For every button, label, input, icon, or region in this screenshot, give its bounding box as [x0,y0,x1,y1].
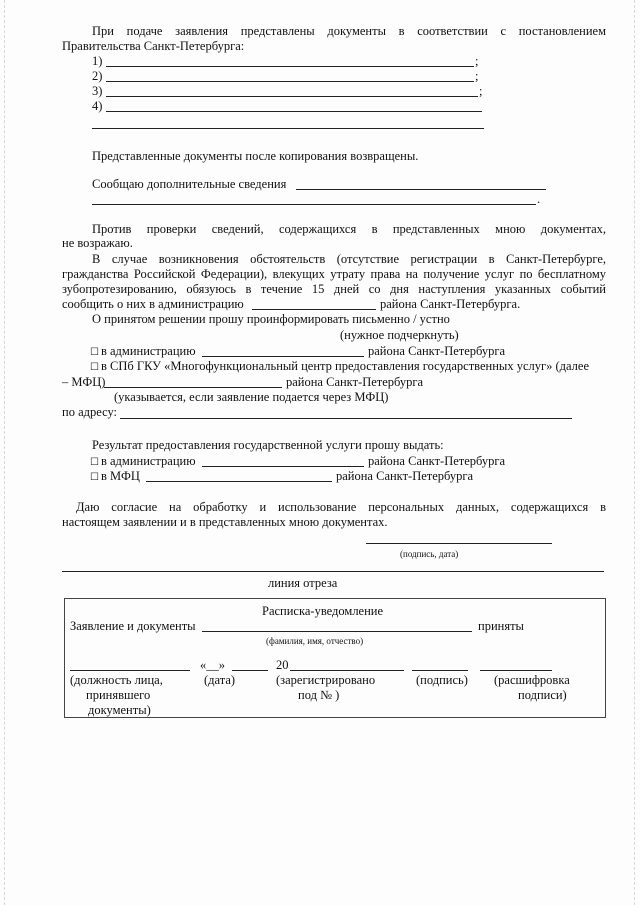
receipt-decode-field[interactable] [480,670,552,671]
receipt-name-caption: (фамилия, имя, отчество) [266,636,364,646]
verification-line1: Против проверки сведений, содержащихся в представленных мною документах, [92,222,606,236]
document-item-number: 3) [92,84,103,98]
verification-line2: не возражаю. [62,236,133,250]
inform-line: О принятом решении прошу проинформировать письменно / устно [92,312,450,326]
inform-option-mfc [90,359,589,375]
documents-intro-line2: Правительства Санкт-Петербурга: [62,39,245,53]
receipt-docs-label: Заявление и документы [70,619,196,633]
cut-line [62,571,604,572]
document-item-field[interactable] [106,81,474,82]
document-item-field[interactable] [106,96,478,97]
signature-field[interactable] [366,543,552,544]
result-option-administration-end: района Санкт-Петербурга [368,454,506,468]
checkbox-icon[interactable]: ☐ [90,362,99,373]
inform-mfc-hint: (указывается, если заявление подается через МФЦ) [114,390,389,404]
option-label: в МФЦ [100,469,140,483]
receipt-col-reg: (зарегистрировано [276,673,376,687]
document-item-end: ; [475,69,479,83]
receipt-sign-field[interactable] [412,670,468,671]
document-item-end: ; [475,54,479,68]
circumstances-line4: сообщить о них в администрацию [62,297,244,311]
additional-info-end: . [537,192,541,206]
documents-intro-line1: При подаче заявления представлены документы в соответствии с постановлением [92,24,606,38]
result-option-mfc-end: района Санкт-Петербурга [336,469,474,483]
result-option-administration [90,454,196,470]
circumstances-line2: гражданства Российской Федерации), влекущих утрату права на получение услуг по бесплатному [62,267,606,281]
receipt-name-field[interactable] [202,631,472,632]
checkbox-icon[interactable]: ☐ [90,457,99,468]
administration-district-field[interactable] [252,309,376,310]
receipt-date-quote: «__» [200,658,225,672]
document-item-number: 2) [92,69,103,83]
consent-line1: Даю согласие на обработку и использование персональных данных, содержащихся в [76,500,606,514]
receipt-title: Расписка-уведомление [262,604,384,618]
signature-caption: (подпись, дата) [400,549,459,559]
scan-edge-left [4,0,6,905]
additional-info-label: Сообщаю дополнительные сведения [92,177,287,191]
document-extra-field[interactable] [92,128,484,129]
receipt-date-field[interactable] [232,670,268,671]
document-item-field[interactable] [106,66,474,67]
address-label: по адресу: [62,405,118,419]
document-item-end: ; [479,84,483,98]
cut-line-label: линия отреза [268,576,338,590]
receipt-col-decode: (расшифровка [494,673,570,687]
result-mfc-field[interactable] [146,481,332,482]
option-label: в администрацию [100,454,196,468]
receipt-col-reg: под № ) [298,688,340,702]
receipt-col-position: документы) [88,703,151,717]
receipt-col-position: (должность лица, [70,673,163,687]
option-label: в администрацию [100,344,196,358]
scan-edge-right [634,0,636,905]
receipt-col-decode: подписи) [518,688,567,702]
inform-option-mfc-line2: – МФЦ) [62,375,106,389]
consent-line2: настоящем заявлении и в представленных мною документах. [62,515,388,529]
result-option-mfc [90,469,140,485]
receipt-accepted: приняты [478,619,524,633]
receipt-col-date: (дата) [204,673,236,687]
receipt-col-sign: (подпись) [416,673,468,687]
inform-mfc-field[interactable] [104,387,282,388]
documents-returned-text: Представленные документы после копирования возвращены. [92,149,419,163]
receipt-col-position: принявшего [86,688,151,702]
inform-option-mfc-end: района Санкт-Петербурга [286,375,424,389]
additional-info-field[interactable] [92,204,536,205]
inform-option-administration-end: района Санкт-Петербурга [368,344,506,358]
document-item-number: 1) [92,54,103,68]
inform-option-administration [90,344,196,360]
document-item-number: 4) [92,99,103,113]
additional-info-field[interactable] [296,189,546,190]
circumstances-line3: зубопротезированию, обязуюсь в течение 15 дней со дня наступления указанных событий [62,282,606,296]
checkbox-icon[interactable]: ☐ [90,347,99,358]
circumstances-line4-end: района Санкт-Петербурга. [380,297,521,311]
circumstances-line1: В случае возникновения обстоятельств (отсутствие регистрации в Санкт-Петербурге, [92,252,606,266]
result-title: Результат предоставления государственной услуги прошу выдать: [92,438,444,452]
inform-administration-field[interactable] [202,356,364,357]
address-field[interactable] [120,418,572,419]
result-administration-field[interactable] [202,466,364,467]
inform-hint: (нужное подчеркнуть) [340,328,459,342]
receipt-position-field[interactable] [70,670,190,671]
receipt-reg-field[interactable] [290,670,404,671]
checkbox-icon[interactable]: ☐ [90,472,99,483]
option-label: в СПб ГКУ «Многофункциональный центр предоставления государственных услуг» (далее [100,359,589,373]
receipt-year: 20 [276,658,289,672]
document-item-field[interactable] [106,111,482,112]
